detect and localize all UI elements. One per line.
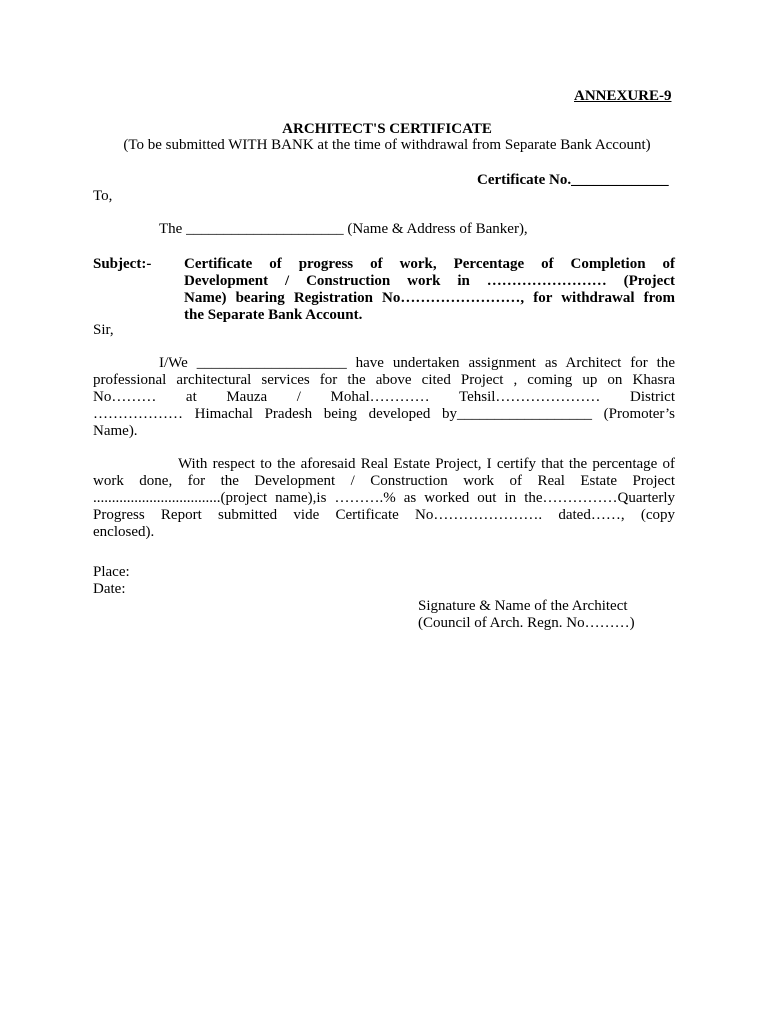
subject-label: Subject:- <box>93 256 152 272</box>
paragraph-assignment <box>93 355 675 440</box>
subject-line: the Separate Bank Account. <box>184 307 363 323</box>
place-field: Place: <box>93 564 130 580</box>
paragraph-line: With respect to the aforesaid Real Estate Project, I certify that the percentage of <box>178 456 675 472</box>
signature-name: Signature & Name of the Architect <box>418 598 628 614</box>
certificate-title: ARCHITECT'S CERTIFICATE <box>282 121 492 137</box>
signature-regn: (Council of Arch. Regn. No………) <box>418 615 635 631</box>
subject-body <box>184 256 675 324</box>
paragraph-line: No……… at Mauza / Mohal………… Tehsil………………… District <box>93 389 675 405</box>
paragraph-line: enclosed). <box>93 524 155 540</box>
paragraph-line: ..................................(project name),is ……….% as worked out in the……………Quarterly <box>93 490 675 506</box>
to-line: To, <box>93 188 113 204</box>
banker-line: The _____________________ (Name & Address of Banker), <box>159 221 528 237</box>
paragraph-line: professional architectural services for the above cited Project , coming up on Khasra <box>93 372 675 388</box>
paragraph-line: Progress Report submitted vide Certificate No…………………. dated……, (copy <box>93 507 675 523</box>
paragraph-line: I/We ____________________ have undertaken assignment as Architect for the <box>159 355 675 371</box>
paragraph-line: ……………… Himachal Pradesh being developed by__________________ (Promoter’s <box>93 406 675 422</box>
subject-line: Name) bearing Registration No……………………, for withdrawal from <box>184 290 675 306</box>
subject-line: Development / Construction work in …………………… (Project <box>184 273 675 289</box>
date-field: Date: <box>93 581 126 597</box>
salutation: Sir, <box>93 322 114 338</box>
subject-line: Certificate of progress of work, Percentage of Completion of <box>184 256 675 272</box>
certificate-subtitle: (To be submitted WITH BANK at the time of withdrawal from Separate Bank Account) <box>123 137 651 153</box>
paragraph-line: Name). <box>93 423 138 439</box>
paragraph-line: work done, for the Development / Construction work of Real Estate Project <box>93 473 675 489</box>
certificate-number: Certificate No._____________ <box>477 172 669 188</box>
annexure-label: ANNEXURE-9 <box>574 88 672 104</box>
paragraph-certification <box>93 456 675 541</box>
